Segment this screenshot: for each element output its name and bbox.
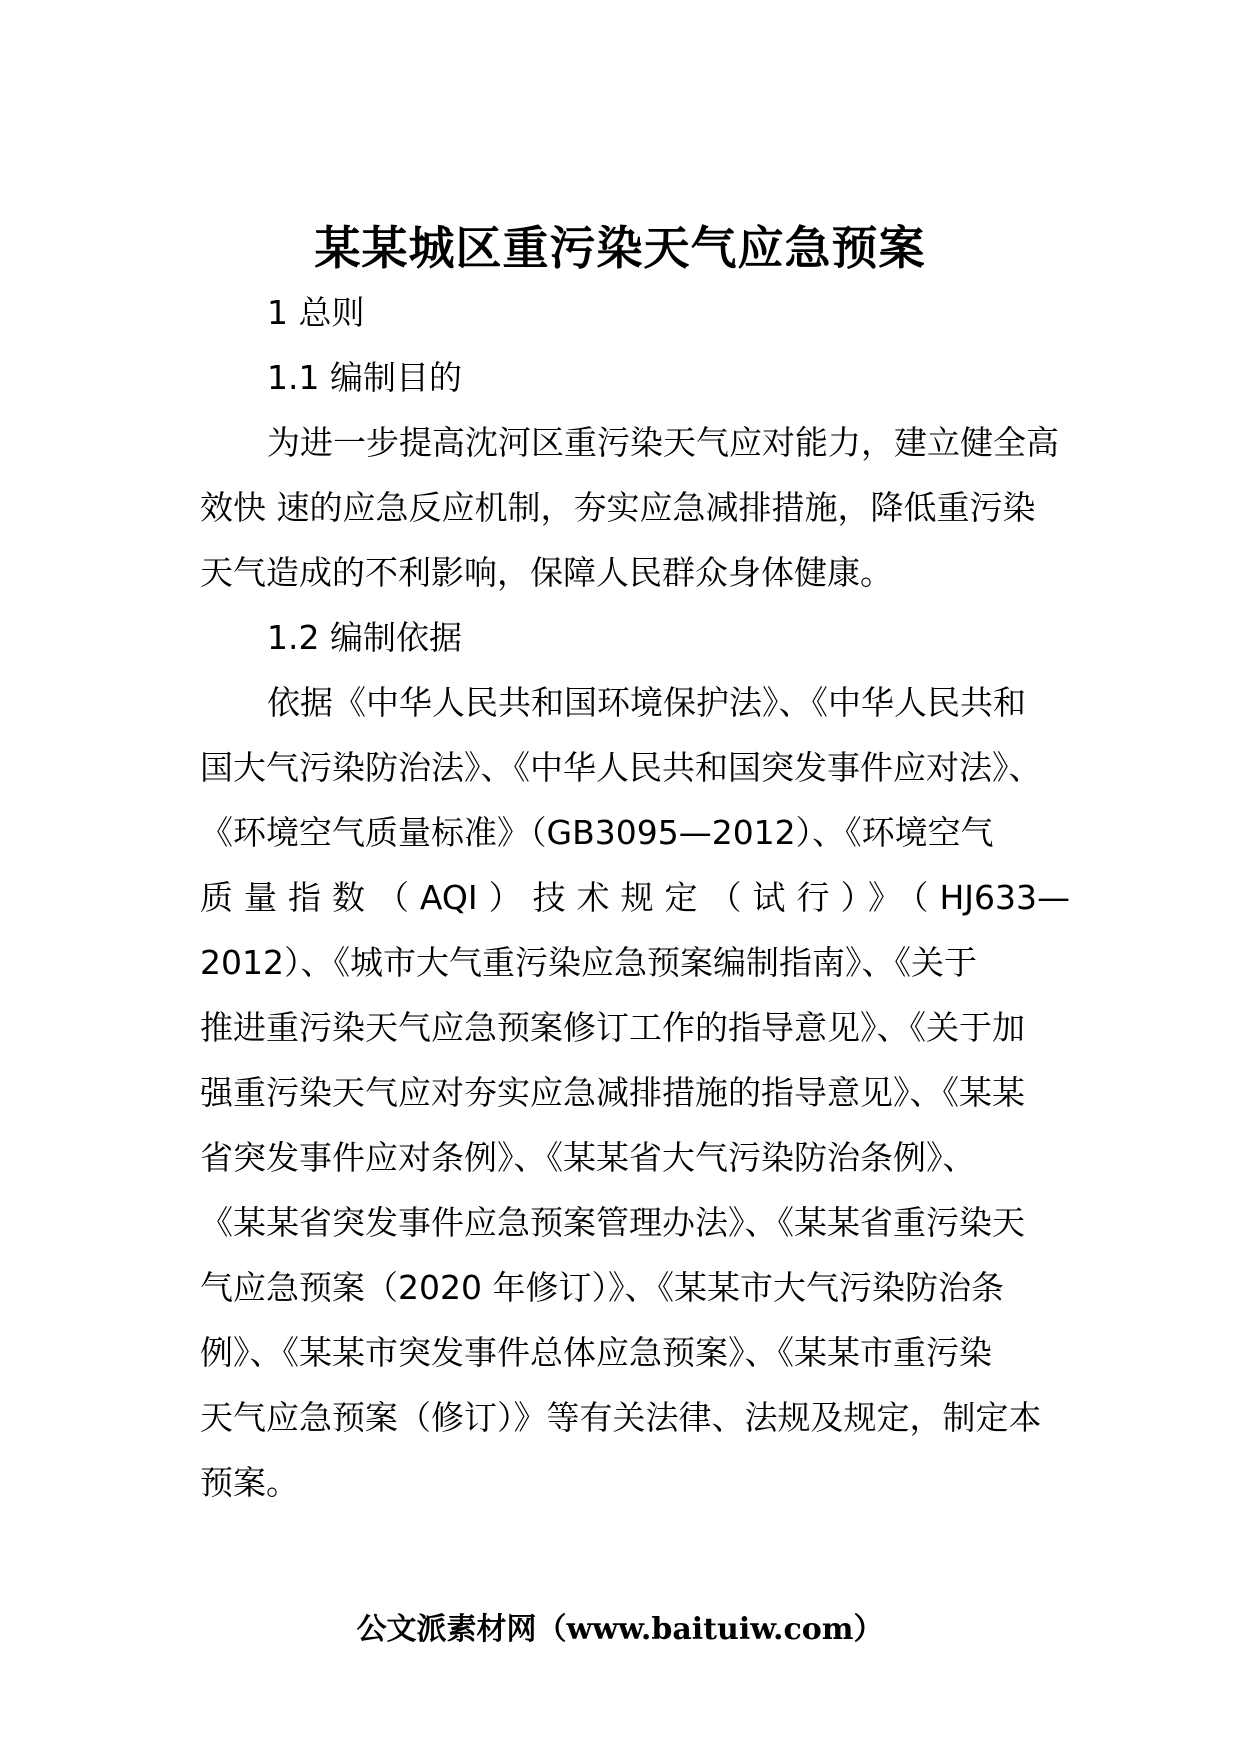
subsection-heading-purpose: 1.1 编制目的 xyxy=(267,358,462,397)
paragraph-line: 《某某省突发事件应急预案管理办法》、《某某省重污染天 xyxy=(200,1203,1025,1242)
paragraph-line: 强重污染天气应对夯实应急减排措施的指导意见》、《某某 xyxy=(200,1073,1025,1112)
paragraph-line: 《环境空气质量标准》（GB3095—2012）、《环境空气 xyxy=(200,813,994,852)
paragraph-line: 省突发事件应对条例》、《某某省大气污染防治条例》、 xyxy=(200,1138,976,1177)
paragraph-line: 效快 速的应急反应机制，夯实应急减排措施，降低重污染 xyxy=(200,488,1036,527)
paragraph-line: 气应急预案（2020 年修订）》、《某某市大气污染防治条 xyxy=(200,1268,1004,1307)
paragraph-line: 为进一步提高沈河区重污染天气应对能力，建立健全高 xyxy=(267,423,1059,462)
watermark-footer: 公文派素材网（www.baituiw.com） xyxy=(356,1612,884,1647)
paragraph-line: 例》、《某某市突发事件总体应急预案》、《某某市重污染 xyxy=(200,1333,992,1372)
subsection-heading-basis: 1.2 编制依据 xyxy=(267,618,462,657)
paragraph-line: 天气造成的不利影响，保障人民群众身体健康。 xyxy=(200,553,893,592)
paragraph-line: 2012）、《城市大气重污染应急预案编制指南》、《关于 xyxy=(200,943,977,982)
paragraph-line: 质量指数（AQI）技术规定（试行）》（HJ633— xyxy=(200,878,1070,917)
paragraph-line: 依据《中华人民共和国环境保护法》、《中华人民共和 xyxy=(267,683,1026,722)
paragraph-line: 预案。 xyxy=(200,1463,299,1502)
paragraph-line: 国大气污染防治法》、《中华人民共和国突发事件应对法》、 xyxy=(200,748,1042,787)
section-heading-general: 1 总则 xyxy=(267,293,365,332)
document-title: 某某城区重污染天气应急预案 xyxy=(314,221,926,275)
paragraph-line: 推进重污染天气应急预案修订工作的指导意见》、《关于加 xyxy=(200,1008,1025,1047)
paragraph-line: 天气应急预案（修订）》等有关法律、法规及规定，制定本 xyxy=(200,1398,1042,1437)
document-body xyxy=(200,280,1070,1515)
